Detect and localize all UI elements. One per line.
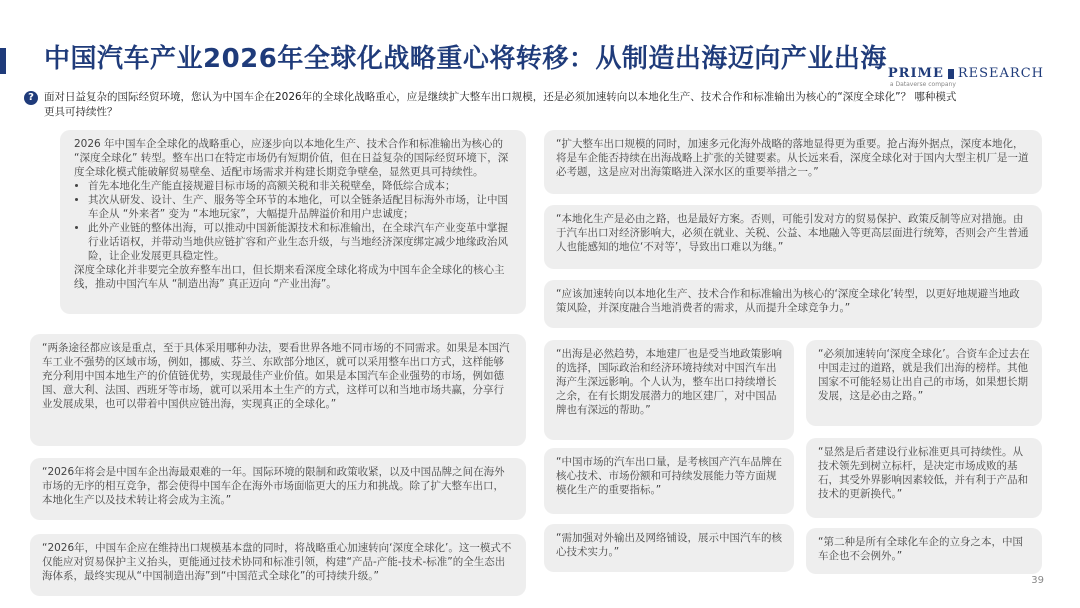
quote-1-bullet-2: • 其次从研发、设计、生产、服务等全环节的本地化，可以全链条适配目标海外市场，让中国车企从 “外来者” 变为 “本地玩家”，大幅提升品牌溢价和用户忠诚度； — [88, 193, 512, 221]
quote-12-text: “需加强对外输出及网络铺设，展示中国汽车的核心技术实力。” — [556, 532, 782, 558]
quote-1-intro: 2026 年中国车企全球化的战略重心，应逐步向以本地化生产、技术合作和标准输出为核心的 “深度全球化” 转型。整车出口在特定市场仍有短期价值，但在日益复杂的国际经贸环境下，深度全球化模式能破解贸易壁垒、适配市场需求并构建长期竞争壁垒，显然更具可持续性。 — [74, 138, 509, 178]
page-number: 39 — [1031, 575, 1044, 586]
quote-card-4 — [30, 534, 526, 596]
quote-card-7 — [544, 280, 1042, 328]
quote-card-8 — [544, 340, 794, 440]
quote-card-13 — [806, 528, 1042, 574]
brand-logo — [888, 66, 1044, 88]
quote-card-1 — [60, 130, 526, 314]
quote-card-11 — [806, 438, 1042, 518]
question-icon: ? — [24, 91, 38, 105]
logo-brand-bold: PRIME — [887, 66, 944, 81]
quote-card-2 — [30, 334, 526, 446]
logo-tagline: a Dataverse company — [889, 81, 956, 88]
quote-7-text: “应该加速转向以本地化生产、技术合作和标准输出为核心的‘深度全球化’转型，以更好地规避当地政策风险，并深度融合当地消费者的需求，从而提升全球竞争力。” — [556, 288, 1020, 314]
quote-card-10 — [544, 448, 794, 514]
quote-1-bullet-3: • 此外产业链的整体出海，可以推动中国新能源技术和标准输出，在全球汽车产业变革中掌握行业话语权，并带动当地供应链扩容和产业生态升级，与当地经济深度绑定减少地缘政治风险，让企业发展更具稳定性。 — [88, 221, 512, 263]
title-accent-bar — [0, 48, 6, 74]
logo-brand-light: RESEARCH — [957, 66, 1044, 81]
quote-card-9 — [806, 340, 1042, 426]
quote-8-text: “出海是必然趋势，本地建厂也是受当地政策影响的选择，国际政治和经济环境持续对中国汽车出海产生深远影响。个人认为，整车出口持续增长之余，在有长期发展潜力的地区建厂，对中国品牌也有深远的帮助。” — [556, 348, 782, 416]
quote-1-outro: 深度全球化并非要完全放弃整车出口，但长期来看深度全球化将成为中国车企全球化的核心主线，推动中国汽车从 “制造出海” 真正迈向 “产业出海”。 — [74, 264, 505, 290]
quote-11-text: “显然是后者建设行业标准更具可持续性。从技术领先到树立标杆，是决定市场成败的基石，其受外界影响因素较低，并有利于产品和技术的更新换代。” — [818, 446, 1028, 500]
quote-card-12 — [544, 524, 794, 572]
quote-card-6 — [544, 205, 1042, 269]
quote-card-5 — [544, 130, 1042, 194]
quote-6-text: “本地化生产是必由之路，也是最好方案。否则，可能引发对方的贸易保护、政策反制等应对措施。由于汽车出口对经济影响大，必须在就业、关税、公益、本地融入等更高层面进行统筹，否则会产生普通人也能感知的地位‘不对等’，导致出口难以为继。” — [556, 213, 1029, 253]
quote-9-text: “必须加速转向‘深度全球化’。合资车企过去在中国走过的道路，就是我们出海的榜样。其他国家不可能轻易让出自己的市场，如果想长期发展，这是必由之路。” — [818, 348, 1030, 402]
quote-2-text: “两条途径都应该是重点，至于具体采用哪种办法，要看世界各地不同市场的不同需求。如果是本国汽车工业不强势的区域市场，例如，挪威、芬兰、东欧部分地区，就可以采用整车出口方式，这样能够充分利用中国本地生产的价值链优势，实现最佳产业价值。如果是本国汽车企业强势的市场，例如德国、意大利、法国、西班牙等市场，就可以采用本土生产的方式，这样可以和当地市场共赢，分享行业发展成果，也可以带着中国供应链出海，实现真正的全球化。” — [42, 342, 510, 410]
quote-1-bullets — [74, 179, 512, 263]
quote-10-text: “中国市场的汽车出口量，是考核国产汽车品牌在核心技术、市场份额和可持续发展能力等方面规模化生产的重要指标。” — [556, 456, 782, 496]
quote-1-bullet-1: • 首先本地化生产能直接规避目标市场的高额关税和非关税壁垒，降低综合成本； — [88, 179, 512, 193]
quote-5-text: “扩大整车出口规模的同时，加速多元化海外战略的落地显得更为重要。抢占海外据点，深度本地化，将是车企能否持续在出海战略上扩张的关键要素。从长远来看，深度全球化对于国内大型主机厂是一道必考题，这是应对出海策略进入深水区的重要举措之一。” — [556, 138, 1029, 178]
quote-4-text: “2026年，中国车企应在维持出口规模基本盘的同时，将战略重心加速转向‘深度全球化’。这一模式不仅能应对贸易保护主义抬头，更能通过技术协同和标准引领，构建“产品-产能-技术-标准”的全生态出海体系，最终实现从“中国制造出海”到“中国范式全球化”的可持续升级。” — [42, 542, 512, 582]
page-title: 中国汽车产业2026年全球化战略重心将转移：从制造出海迈向产业出海 — [44, 44, 887, 74]
quote-card-3 — [30, 458, 526, 520]
quote-13-text: “第二种是所有全球化车企的立身之本，中国车企也不会例外。” — [818, 536, 1023, 562]
logo-separator — [948, 69, 954, 79]
survey-question: 面对日益复杂的国际经贸环境，您认为中国车企在2026年的全球化战略重心，应是继续扩大整车出口规模，还是必须加速转向以本地化生产、技术合作和标准输出为核心的“深度全球化”？ 哪种模式更具可持续性？ — [44, 91, 957, 118]
quote-3-text: “2026年将会是中国车企出海最艰难的一年。国际环境的限制和政策收紧，以及中国品牌之间在海外市场的无序的相互竞争，都会使得中国车企在海外市场面临更大的压力和挑战。除了扩大整车出口，本地化生产以及技术转让将会成为主流。” — [42, 466, 505, 506]
